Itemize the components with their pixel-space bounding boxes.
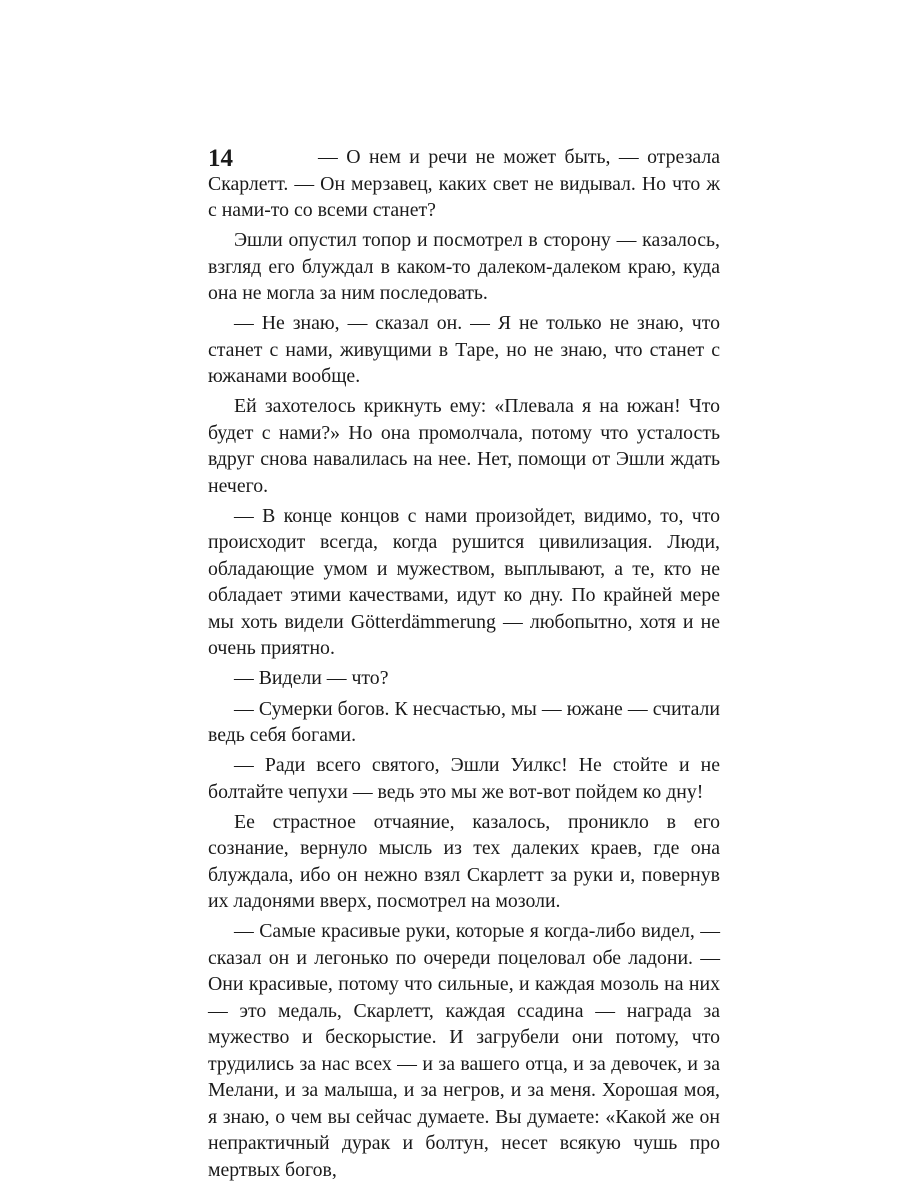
- paragraph: — Не знаю, — сказал он. — Я не только не знаю, что станет с нами, живущими в Таре, но не знаю, что станет с южанами вообще.: [208, 312, 720, 388]
- paragraph: — В конце концов с нами произойдет, видимо, то, что происходит всегда, когда рушится цивилизация. Люди, обладающие умом и мужеством, выплывают, а те, кто не обладает этими качествами, идут ко дну. По крайней мере мы хоть видели Götterdämmerung — любопытно, хотя и не очень приятно.: [208, 504, 720, 660]
- paragraph: — Самые красивые руки, которые я когда-либо видел, — сказал он и легонько по очереди поцеловал обе ладони. — Они красивые, потому что сильные, и каждая мозоль на них — это медаль, Скарлетт, каждая ссадина — награда за мужество и бескорыстие. И загрубели они потому, что трудились за нас всех — и за вашего отца, и за девочек, и за Мелани, и за малыша, и за негров, и за меня. Хорошая моя, я знаю, о чем вы сейчас думаете. Вы думаете: «Какой же он непрактичный дурак и болтун, несет всякую чушь про мертвых богов,: [208, 920, 720, 1181]
- paragraph: — Ради всего святого, Эшли Уилкс! Не стойте и не болтайте чепухи — ведь это мы же вот-вот пойдем ко дну!: [208, 754, 720, 803]
- paragraph: Эшли опустил топор и посмотрел в сторону — казалось, взгляд его блуждал в каком-то далеком-далеком краю, куда она не могла за ним последовать.: [208, 229, 720, 305]
- paragraph: — Видели — что?: [234, 667, 389, 690]
- paragraph: Ей захотелось крикнуть ему: «Плевала я на южан! Что будет с нами?» Но она промолчала, потому что усталость вдруг снова навалилась на нее. Нет, помощи от Эшли ждать нечего.: [208, 395, 720, 497]
- body-text: [208, 144, 720, 1183]
- paragraph: — Сумерки богов. К несчастью, мы — южане — считали ведь себя богами.: [208, 697, 720, 747]
- paragraph: Ее страстное отчаяние, казалось, проникло в его сознание, вернуло мысль из тех далеких краев, где она блуждала, ибо он нежно взял Скарлетт за руки и, повернув их ладонями вверх, посмотрел на мозоли.: [208, 810, 720, 913]
- page-number: 14: [208, 145, 233, 172]
- paragraph: — О нем и речи не может быть, — отрезала Скарлетт. — Он мерзавец, каких свет не видывал. Но что ж с нами-то со всеми станет?: [208, 146, 720, 221]
